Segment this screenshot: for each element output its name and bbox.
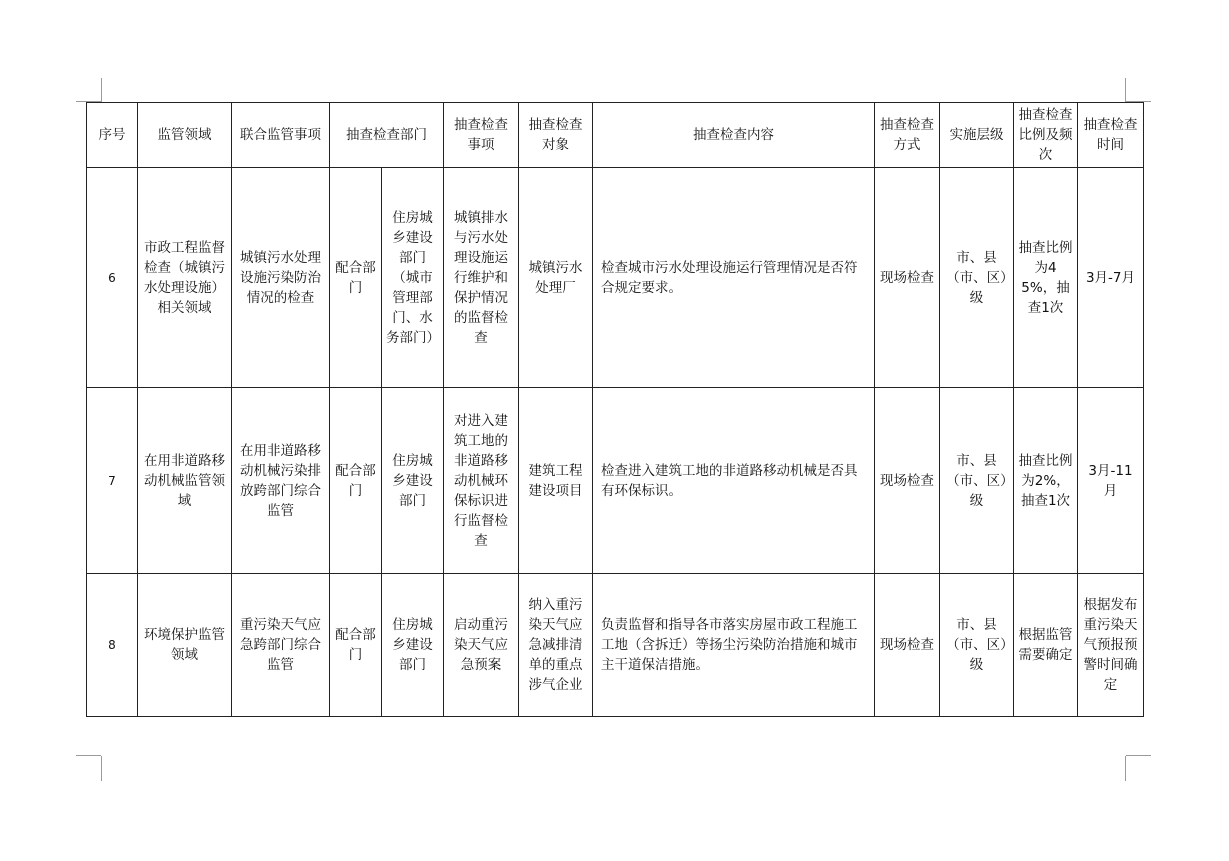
crop-mark-bottom-left [101, 756, 102, 781]
header-field: 监管领域 [138, 103, 232, 168]
cell-content: 负责监督和指导各市落实房屋市政工程施工工地（含拆迁）等扬尘污染防治措施和城市主干道保洁措施。 [593, 574, 875, 717]
cell-seq: 7 [87, 388, 138, 574]
cell-role: 配合部门 [330, 168, 382, 388]
crop-mark-top-left [101, 78, 102, 102]
table-row [87, 574, 1144, 717]
cell-ratio: 抽查比例为45%，抽查1次 [1014, 168, 1078, 388]
cell-target: 纳入重污染天气应急减排清单的重点涉气企业 [519, 574, 593, 717]
cell-joint: 重污染天气应急跨部门综合监管 [232, 574, 330, 717]
cell-joint: 城镇污水处理设施污染防治情况的检查 [232, 168, 330, 388]
cell-target: 建筑工程建设项目 [519, 388, 593, 574]
cell-method: 现场检查 [875, 168, 940, 388]
cell-seq: 6 [87, 168, 138, 388]
cell-ratio: 根据监管需要确定 [1014, 574, 1078, 717]
header-seq: 序号 [87, 103, 138, 168]
cell-target: 城镇污水处理厂 [519, 168, 593, 388]
cell-item: 启动重污染天气应急预案 [444, 574, 519, 717]
cell-role: 配合部门 [330, 388, 382, 574]
cell-level: 市、县（市、区）级 [940, 388, 1014, 574]
cell-level: 市、县（市、区）级 [940, 574, 1014, 717]
cell-dept: 住房城乡建设部门 [382, 574, 444, 717]
header-ratio: 抽查检查比例及频次 [1014, 103, 1078, 168]
cell-content: 检查进入建筑工地的非道路移动机械是否具有环保标识。 [593, 388, 875, 574]
cell-field: 在用非道路移动机械监管领域 [138, 388, 232, 574]
crop-mark-bottom-right-h [1126, 755, 1151, 756]
cell-dept: 住房城乡建设部门（城市管理部门、水务部门） [382, 168, 444, 388]
cell-level: 市、县（市、区）级 [940, 168, 1014, 388]
header-dept: 抽查检查部门 [330, 103, 444, 168]
crop-mark-bottom-right [1125, 756, 1126, 781]
header-content: 抽查检查内容 [593, 103, 875, 168]
header-level: 实施层级 [940, 103, 1014, 168]
inspection-table [86, 102, 1144, 717]
cell-item: 对进入建筑工地的非道路移动机械环保标识进行监督检查 [444, 388, 519, 574]
cell-method: 现场检查 [875, 574, 940, 717]
crop-mark-bottom-left-h [76, 755, 101, 756]
cell-role: 配合部门 [330, 574, 382, 717]
cell-method: 现场检查 [875, 388, 940, 574]
header-item: 抽查检查事项 [444, 103, 519, 168]
cell-joint: 在用非道路移动机械污染排放跨部门综合监管 [232, 388, 330, 574]
cell-time: 根据发布重污染天气预报预警时间确定 [1078, 574, 1144, 717]
cell-time: 3月-11月 [1078, 388, 1144, 574]
cell-content: 检查城市污水处理设施运行管理情况是否符合规定要求。 [593, 168, 875, 388]
cell-seq: 8 [87, 574, 138, 717]
header-time: 抽查检查时间 [1078, 103, 1144, 168]
cell-field: 市政工程监督检查（城镇污水处理设施）相关领域 [138, 168, 232, 388]
cell-item: 城镇排水与污水处理设施运行维护和保护情况的监督检查 [444, 168, 519, 388]
cell-dept: 住房城乡建设部门 [382, 388, 444, 574]
cell-field: 环境保护监管领域 [138, 574, 232, 717]
crop-mark-top-right [1125, 78, 1126, 102]
table-header-row [87, 103, 1144, 168]
table-row [87, 388, 1144, 574]
header-method: 抽查检查方式 [875, 103, 940, 168]
cell-ratio: 抽查比例为2%，抽查1次 [1014, 388, 1078, 574]
header-target: 抽查检查对象 [519, 103, 593, 168]
cell-time: 3月-7月 [1078, 168, 1144, 388]
header-joint: 联合监管事项 [232, 103, 330, 168]
table-row [87, 168, 1144, 388]
